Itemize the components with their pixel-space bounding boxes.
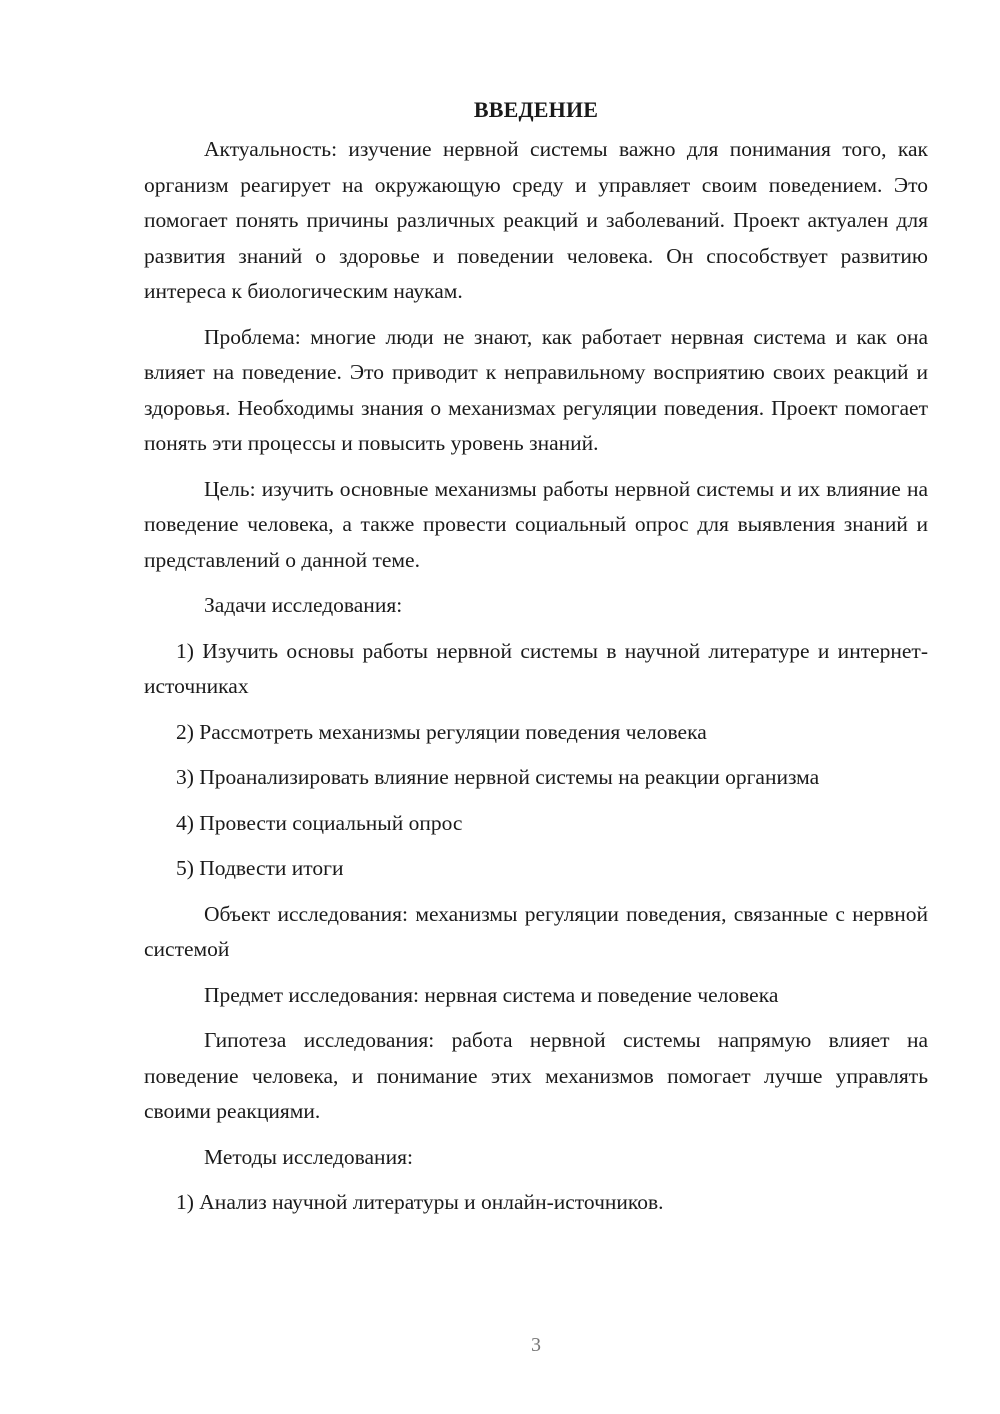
tasks-heading: Задачи исследования: — [204, 593, 403, 617]
method-item-1: 1) Анализ научной литературы и онлайн-источников. — [176, 1190, 664, 1214]
page-number: 3 — [531, 1334, 541, 1356]
object-paragraph: Объект исследования: механизмы регуляции поведения, связанные с нервной системой — [144, 901, 928, 961]
subject-paragraph: Предмет исследования: нервная система и поведение человека — [204, 982, 779, 1007]
task-item-3: 3) Проанализировать влияние нервной системы на реакции организма — [176, 765, 820, 789]
methods-heading: Методы исследования: — [204, 1144, 413, 1169]
task-item-2: 2) Рассмотреть механизмы регуляции поведения человека — [176, 719, 707, 744]
task-item-5: 5) Подвести итоги — [176, 856, 344, 880]
hypothesis-paragraph: Гипотеза исследования: работа нервной системы напрямую влияет на поведение человека, и понимание этих механизмов помогает лучше управлять своими реакциями. — [144, 1028, 928, 1123]
section-title: ВВЕДЕНИЕ — [473, 97, 599, 122]
relevance-paragraph: Актуальность: изучение нервной системы важно для понимания того, как организм реагирует на окружающую среду и управляет своим поведением. Это помогает понять причины различных реакций и заболеваний. Проект актуален для развития знаний о здоровье и поведении человека. Он способствует развитию интереса к биологическим наукам. — [144, 137, 928, 303]
problem-paragraph: Проблема: многие люди не знают, как работает нервная система и как она влияет на поведение. Это приводит к неправильному восприятию своих реакций и здоровья. Необходимы знания о механизмах регуляции поведения. Проект помогает понять эти процессы и повысить уровень знаний. — [144, 324, 928, 455]
task-item-1: 1) Изучить основы работы нервной системы в научной литературе и интернет-источниках — [144, 638, 928, 698]
task-item-4: 4) Провести социальный опрос — [176, 810, 463, 835]
document-page — [144, 92, 928, 1231]
goal-paragraph: Цель: изучить основные механизмы работы нервной системы и их влияние на поведение человека, а также провести социальный опрос для выявления знаний и представлений о данной теме. — [144, 476, 928, 572]
